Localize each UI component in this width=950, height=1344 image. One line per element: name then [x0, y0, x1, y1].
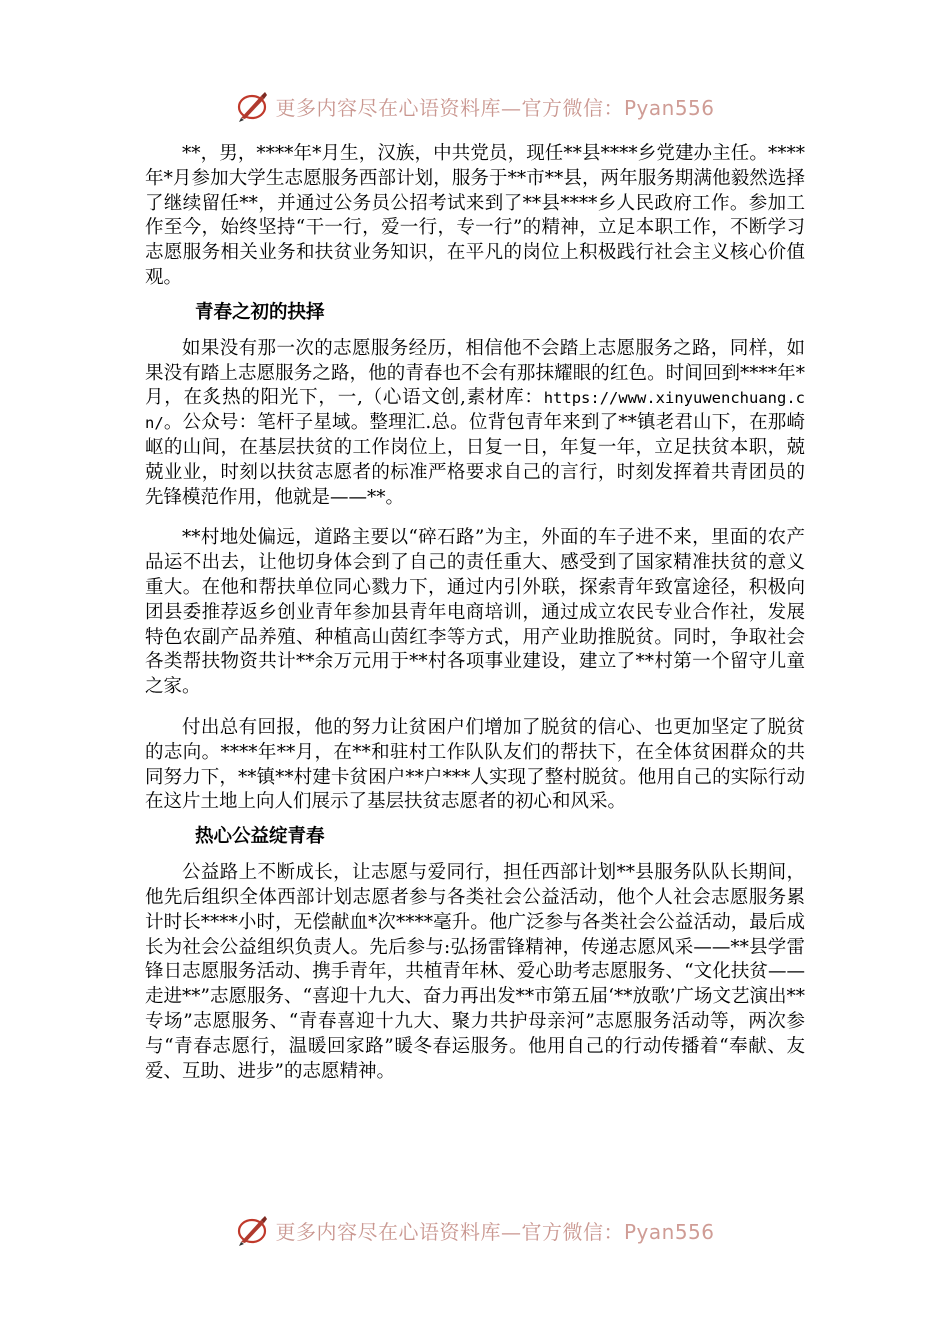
intro-paragraph: **，男，****年*月生，汉族，中共党员，现任**县****乡党建办主任。****年*月参加大学生志愿服务西部计划，服务于**市**县，两年服务期满他毅然选择了继续留任**，并通过公务员公招考试来到了**县****乡人民政府工作。参加工作至今，始终坚持“干一行，爱一行，专一行”的精神，立足本职工作，不断学习志愿服务相关业务和扶贫业务知识，在平凡的岗位上积极践行社会主义核心价值观。 — [145, 143, 805, 288]
banner-text: 更多内容尽在心语资料库—官方微信：Pyan556 — [275, 95, 715, 120]
section-heading-2: 热心公益绽青春 — [195, 826, 325, 848]
pen-logo-icon — [235, 88, 271, 124]
wechat-id: Pyan556 — [623, 95, 715, 120]
source-url: https://www.xinyuwenchuang.cn/ — [145, 389, 805, 433]
section1-paragraph-2: **村地处偏远，道路主要以“碎石路”为主，外面的车子进不来，里面的农产品运不出去，让他切身体会到了自己的责任重大、感受到了国家精准扶贫的意义重大。在他和帮扶单位同心戮力下，通过内引外联，探索青年致富途径，积极向团县委推荐返乡创业青年参加县青年电商培训，通过成立农民专业合作社，发展特色农副产品养殖、种植高山茵红李等方式，用产业助推脱贫。同时，争取社会各类帮扶物资共计**余万元用于**村各项事业建设，建立了**村第一个留守儿童之家。 — [145, 527, 805, 698]
section1-paragraph-1: 如果没有那一次的志愿服务经历，相信他不会踏上志愿服务之路，同样，如果没有踏上志愿服务之路，他的青春也不会有那抹耀眼的红色。时间回到****年*月，在炙热的阳光下，一,（心语文创,素材库：https://www.xinyuwenchuang.cn/。公众号：笔杆子星域。整理汇.总。位背包青年来到了**镇老君山下，在那崎岖的山间，在基层扶贫的工作岗位上，日复一日，年复一年，立足扶贫本职，兢兢业业，时刻以扶贫志愿者的标准严格要求自己的言行，时刻发挥着共青团员的先锋模范作用，他就是——**。 — [145, 337, 805, 508]
header-banner — [0, 86, 950, 126]
wechat-id: Pyan556 — [623, 1219, 715, 1244]
document-body — [145, 142, 805, 1100]
footer-banner — [0, 1210, 950, 1250]
section2-paragraph-1: 公益路上不断成长，让志愿与爱同行，担任西部计划**县服务队队长期间，他先后组织全体西部计划志愿者参与各类社会公益活动，他个人社会志愿服务累计时长****小时，无偿献血*次****毫升。他广泛参与各类社会公益活动，最后成长为社会公益组织负责人。先后参与:弘扬雷锋精神，传递志愿风采——**县学雷锋日志愿服务活动、携手青年，共植青年林、爱心助考志愿服务、“文化扶贫——走进**”志愿服务、“喜迎十九大、奋力再出发**市第五届‘**放歌’广场文艺演出**专场”志愿服务、“青春喜迎十九大、聚力共护母亲河”志愿服务活动等，两次参与“青春志愿行，温暖回家路”暖冬春运服务。他用自己的行动传播着“奉献、友爱、互助、进步”的志愿精神。 — [145, 862, 805, 1082]
pen-logo-icon — [235, 1212, 271, 1248]
section-heading-1: 青春之初的抉择 — [195, 301, 325, 323]
banner-text: 更多内容尽在心语资料库—官方微信：Pyan556 — [275, 1219, 715, 1244]
section1-paragraph-3: 付出总有回报，他的努力让贫困户们增加了脱贫的信心、也更加坚定了脱贫的志向。****年**月，在**和驻村工作队队友们的帮扶下，在全体贫困群众的共同努力下，**镇**村建卡贫困户**户***人实现了整村脱贫。他用自己的实际行动在这片土地上向人们展示了基层扶贫志愿者的初心和风采。 — [145, 716, 805, 813]
